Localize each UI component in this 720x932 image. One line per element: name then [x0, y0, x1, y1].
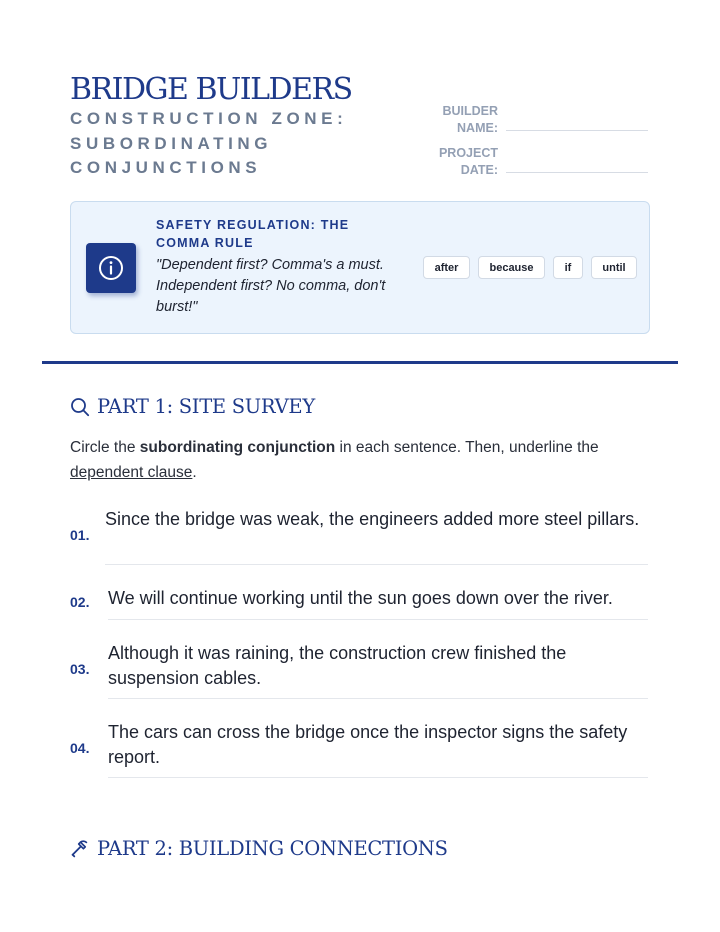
builder-name-label: BUILDER NAME:: [442, 104, 498, 135]
question-number: 03.: [70, 661, 90, 677]
question-number: 01.: [70, 527, 90, 543]
part1-title: PART 1: SITE SURVEY: [97, 395, 315, 418]
conjunction-chips: [423, 256, 637, 279]
part1-instructions: Circle the subordinating conjunction in each sentence. Then, underline the dependent clause.: [70, 439, 599, 481]
project-date-field[interactable]: [506, 172, 648, 173]
conjunction-chip: after: [423, 256, 470, 279]
info-icon: [86, 243, 136, 293]
question-sentence[interactable]: Although it was raining, the construction crew finished the suspension cables.: [108, 643, 567, 688]
question-divider: [108, 777, 648, 778]
part2-heading: [70, 837, 448, 860]
part1-heading: [70, 395, 315, 418]
conjunction-chip: if: [553, 256, 583, 279]
worksheet-title: BRIDGE BUILDERS: [70, 72, 352, 107]
question-divider: [108, 619, 648, 620]
question-divider: [105, 564, 648, 565]
safety-regulation-box: [70, 201, 650, 334]
hammer-icon: [70, 839, 90, 859]
section-divider: [42, 361, 678, 364]
question-sentence[interactable]: Since the bridge was weak, the engineers added more steel pillars.: [105, 509, 640, 529]
worksheet-subtitle: CONSTRUCTION ZONE: SUBORDINATING CONJUNCTIONS: [70, 109, 348, 177]
question-number: 02.: [70, 594, 90, 610]
conjunction-chip: because: [478, 256, 545, 279]
question-divider: [108, 698, 648, 699]
safety-heading: SAFETY REGULATION: THE COMMA RULE: [156, 218, 350, 250]
builder-name-field[interactable]: [506, 130, 648, 131]
question-sentence[interactable]: We will continue working until the sun goes down over the river.: [108, 588, 613, 608]
safety-quote: "Dependent first? Comma's a must. Independent first? No comma, don't burst!": [156, 257, 386, 315]
conjunction-chip: until: [591, 256, 637, 279]
search-icon: [70, 397, 90, 417]
question-sentence[interactable]: The cars can cross the bridge once the inspector signs the safety report.: [108, 722, 628, 767]
project-date-label: PROJECT DATE:: [438, 146, 498, 177]
question-number: 04.: [70, 740, 90, 756]
part2-title: PART 2: BUILDING CONNECTIONS: [97, 837, 448, 860]
